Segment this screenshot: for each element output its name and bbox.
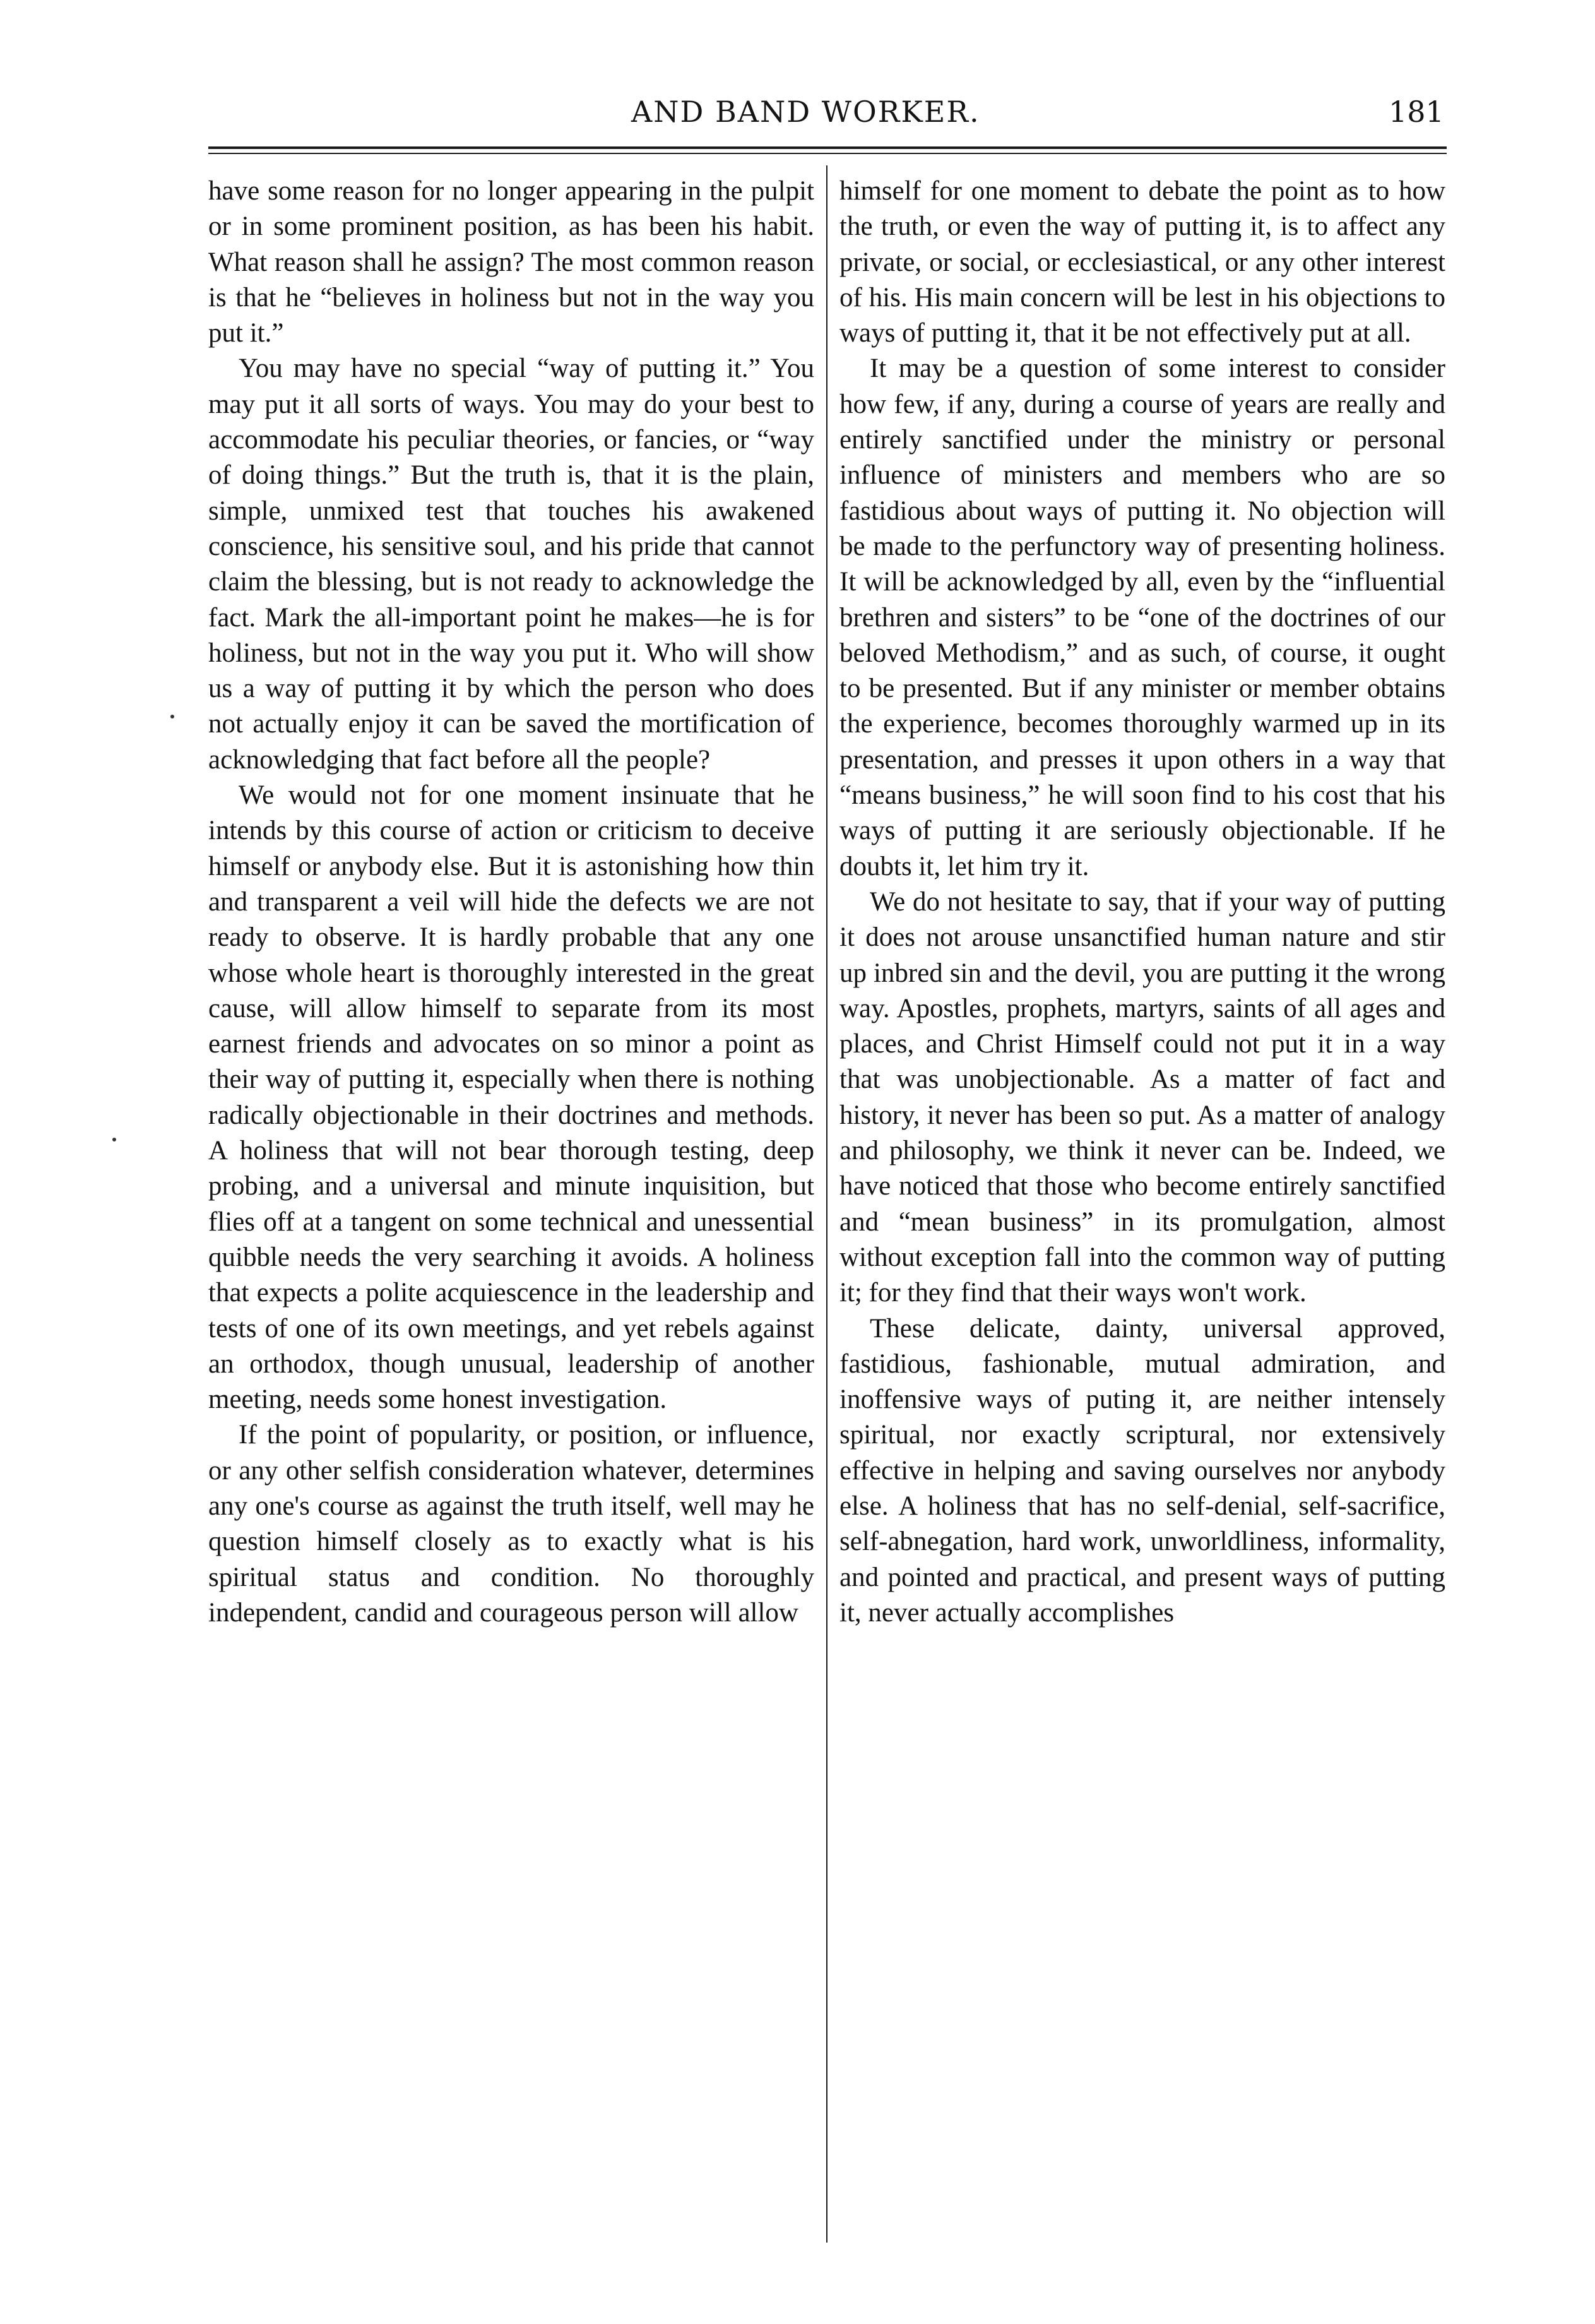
header-rule-thick (208, 146, 1447, 149)
header-rule-thin (208, 153, 1447, 154)
paragraph: It may be a question of some interest to consider how few, if any, during a course of years are really and entirely sanctified under the ministry or personal influence of ministers and members who are so fastidious about ways of putting it. No objection will be made to the perfunctory way of presenting holiness. It will be acknowledged by all, even by the “influential brethren and sisters” to be “one of the doctrines of our beloved Methodism,” and as such, of course, it ought to be presented. But if any minister or member obtains the experience, becomes thoroughly warmed up in its presentation, and presses it upon others in a way that “means business,” he will soon find to his cost that his ways of putting it are seriously objectionable. If he doubts it, let him try it. (839, 354, 1445, 881)
page-number: 181 (1389, 95, 1444, 129)
margin-dot (112, 1138, 116, 1141)
paragraph: We do not hesitate to say, that if your way of putting it does not arouse unsanctified human nature and stir up inbred sin and the devil, you are putting it the wrong way. Apostles, prophets, martyrs, saints of all ages and places, and Christ Himself could not put it in a way that was unobjectionable. As a matter of fact and history, it never has been so put. As a matter of analogy and philosophy, we think it never can be. Indeed, we have noticed that those who become entirely sanctified and “mean business” in its promulgation, almost without exception fall into the common way of putting it; for they find that their ways won't work. (839, 886, 1445, 1308)
paragraph: If the point of popularity, or position, or influence, or any other selfish consideration whatever, determines any one's course as against the truth itself, well may he question himself closely as to exactly what is his spiritual status and condition. No thoroughly independent, candid and courageous person will allow (208, 1420, 814, 1628)
running-title: AND BAND WORKER. (631, 95, 980, 129)
left-column (208, 174, 814, 1631)
column-divider (826, 165, 827, 2243)
paragraph: himself for one moment to debate the point as to how the truth, or even the way of putting it, is to affect any private, or social, or ecclesiastical, or any other interest of his. His main concern will be lest in his objections to ways of putting it, that it be not effectively put at all. (839, 176, 1445, 349)
paragraph: have some reason for no longer appearing in the pulpit or in some prominent position, as has been his habit. What reason shall he assign? The most common reason is that he “believes in holiness but not in the way you put it.” (208, 176, 814, 349)
paragraph: We would not for one moment insinuate that he intends by this course of action or criticism to deceive himself or anybody else. But it is astonishing how thin and transparent a veil will hide the defects we are not ready to observe. It is hardly probable that any one whose whole heart is thoroughly interested in the great cause, will allow himself to separate from its most earnest friends and advocates on so minor a point as their way of putting it, especially when there is nothing radically objectionable in their doctrines and methods. A holiness that will not bear thorough testing, deep probing, and a universal and minute inquisition, but flies off at a tangent on some technical and unessential quibble needs the very searching it avoids. A holiness that expects a polite acquiescence in the leadership and tests of one of its own meetings, and yet rebels against an orthodox, though unusual, leadership of another meeting, needs some honest investigation. (208, 780, 814, 1415)
right-column (839, 174, 1445, 1631)
paragraph: These delicate, dainty, universal approved, fastidious, fashionable, mutual admiration, and inoffensive ways of puting it, are neither intensely spiritual, nor exactly scriptural, nor extensively effective in helping and saving ourselves nor anybody else. A holiness that has no self-denial, self-sacrifice, self-abnegation, hard work, unworldliness, informality, and pointed and practical, and present ways of putting it, never actually accomplishes (839, 1313, 1445, 1628)
paragraph: You may have no special “way of putting it.” You may put it all sorts of ways. You may do your best to accommodate his peculiar theories, or fancies, or “way of doing things.” But the truth is, that it is the plain, simple, unmixed test that touches his awakened conscience, his sensitive soul, and his pride that cannot claim the blessing, but is not ready to acknowledge the fact. Mark the all-important point he makes—he is for holiness, but not in the way you put it. Who will show us a way of putting it by which the person who does not actually enjoy it can be saved the mortification of acknowledging that fact before all the people? (208, 354, 814, 775)
margin-dot (170, 715, 174, 718)
